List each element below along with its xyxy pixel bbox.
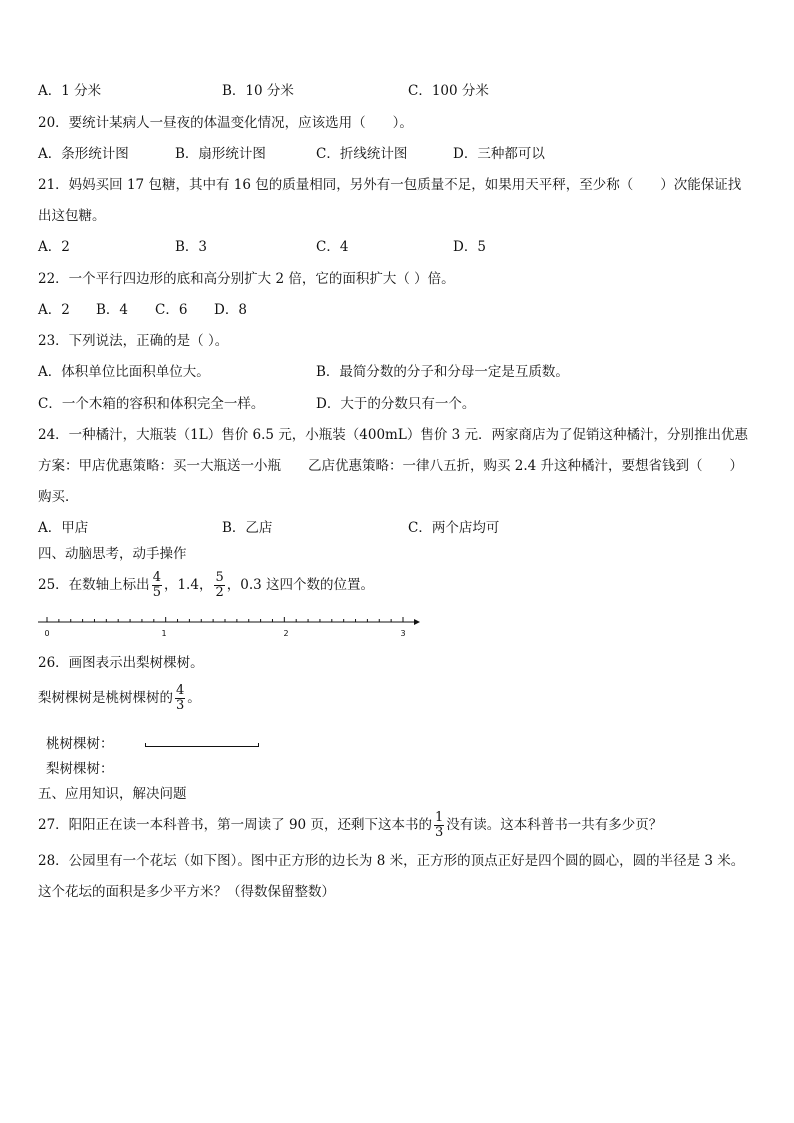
q25-prefix: 25．在数轴上标出 [38, 577, 150, 593]
axis-label-1: 1 [161, 629, 167, 638]
q27-stem [38, 807, 662, 843]
q26-line2 [38, 680, 201, 716]
q24-option-c: C．两个店均可 [408, 520, 500, 536]
q22-option-d: D．8 [214, 302, 247, 318]
q21-option-c: C．4 [316, 239, 349, 255]
pear-tree-label: 梨树棵树： [46, 761, 114, 777]
q28-stem-line1: 28．公园里有一个花坛（如下图）。图中正方形的边长为 8 米，正方形的顶点正好是四个圆的圆心，圆的半径是 3 米。 [38, 853, 745, 869]
axis-label-3: 3 [400, 629, 406, 638]
q20-option-a: A．条形统计图 [38, 146, 129, 162]
q23-option-b: B．最简分数的分子和分母一定是互质数。 [316, 364, 569, 380]
q25-suffix: ，0.3 这四个数的位置。 [226, 577, 374, 593]
q25-fraction-5-2: $\frac{5}{2}$ [215, 570, 224, 600]
peach-tree-segment [145, 743, 259, 747]
q24-option-a: A．甲店 [38, 520, 89, 536]
number-line [30, 610, 430, 646]
q23-option-d: D．大于的分数只有一个。 [316, 396, 476, 412]
q21-option-a: A．2 [38, 239, 70, 255]
q21-option-d: D．5 [453, 239, 486, 255]
q22-option-a: A．2 [38, 302, 70, 318]
number-line-ticks [47, 617, 403, 622]
q20-stem: 20．要统计某病人一昼夜的体温变化情况，应该选用（ ）。 [38, 115, 413, 131]
q27-fraction-1-3: $\frac{1}{3}$ [434, 810, 444, 840]
q20-option-d: D．三种都可以 [453, 146, 545, 162]
q27-prefix: 27．阳阳正在读一本科普书，第一周读了 90 页，还剩下这本书的 [38, 817, 432, 833]
q22-option-b: B．4 [96, 302, 129, 318]
peach-tree-label: 桃树棵树： [46, 736, 114, 752]
q19-option-c: C．100 分米 [408, 83, 489, 99]
q24-stem-line2: 方案：甲店优惠策略：买一大瓶送一小瓶 乙店优惠策略：一律八五折，购买 2.4 升这种橘汁，要想省钱到（ ） [38, 458, 744, 474]
q24-stem-line3: 购买． [38, 489, 79, 505]
q21-option-b: B．3 [175, 239, 208, 255]
q20-option-b: B．扇形统计图 [175, 146, 266, 162]
q27-suffix: 没有读。这本科普书一共有多少页？ [446, 817, 663, 833]
q19-option-a: A．1 分米 [38, 83, 102, 99]
q23-option-a: A．体积单位比面积单位大。 [38, 364, 210, 380]
axis-label-2: 2 [283, 629, 289, 638]
q26-line2-prefix: 梨树棵树是桃树棵树的 [38, 690, 173, 706]
section-4-heading: 四、动脑思考，动手操作 [38, 546, 187, 562]
q19-option-b: B．10 分米 [222, 83, 294, 99]
q22-stem: 22．一个平行四边形的底和高分别扩大 2 倍，它的面积扩大（ ）倍。 [38, 271, 455, 287]
q28-stem-line2: 这个花坛的面积是多少平方米？（得数保留整数） [38, 884, 335, 900]
q23-option-c: C．一个木箱的容积和体积完全一样。 [38, 396, 265, 412]
q20-option-c: C．折线统计图 [316, 146, 408, 162]
q25-mid: ，1.4， [163, 577, 213, 593]
number-line-arrow [414, 619, 420, 625]
q26-fraction-4-3: $\frac{4}{3}$ [176, 683, 185, 713]
q26-stem: 26．画图表示出梨树棵树。 [38, 655, 204, 671]
q24-option-b: B．乙店 [222, 520, 273, 536]
q24-stem-line1: 24．一种橘汁，大瓶装（1L）售价 6.5 元，小瓶装（400mL）售价 3 元．两家商店为了促销这种橘汁，分别推出优惠 [38, 427, 748, 443]
axis-label-0: 0 [44, 629, 50, 638]
q22-option-c: C．6 [155, 302, 188, 318]
q23-stem: 23．下列说法，正确的是（ ）。 [38, 333, 229, 349]
q25-stem [38, 568, 374, 602]
q26-line2-suffix: 。 [187, 690, 201, 706]
q21-stem-line2: 出这包糖。 [38, 208, 106, 224]
q21-stem-line1: 21．妈妈买回 17 包糖，其中有 16 包的质量相同，另外有一包质量不足，如果用天平秤，至少称（ ）次能保证找 [38, 177, 742, 193]
q25-fraction-4-5: $\frac{4}{5}$ [152, 570, 161, 600]
section-5-heading: 五、应用知识，解决问题 [38, 786, 187, 802]
